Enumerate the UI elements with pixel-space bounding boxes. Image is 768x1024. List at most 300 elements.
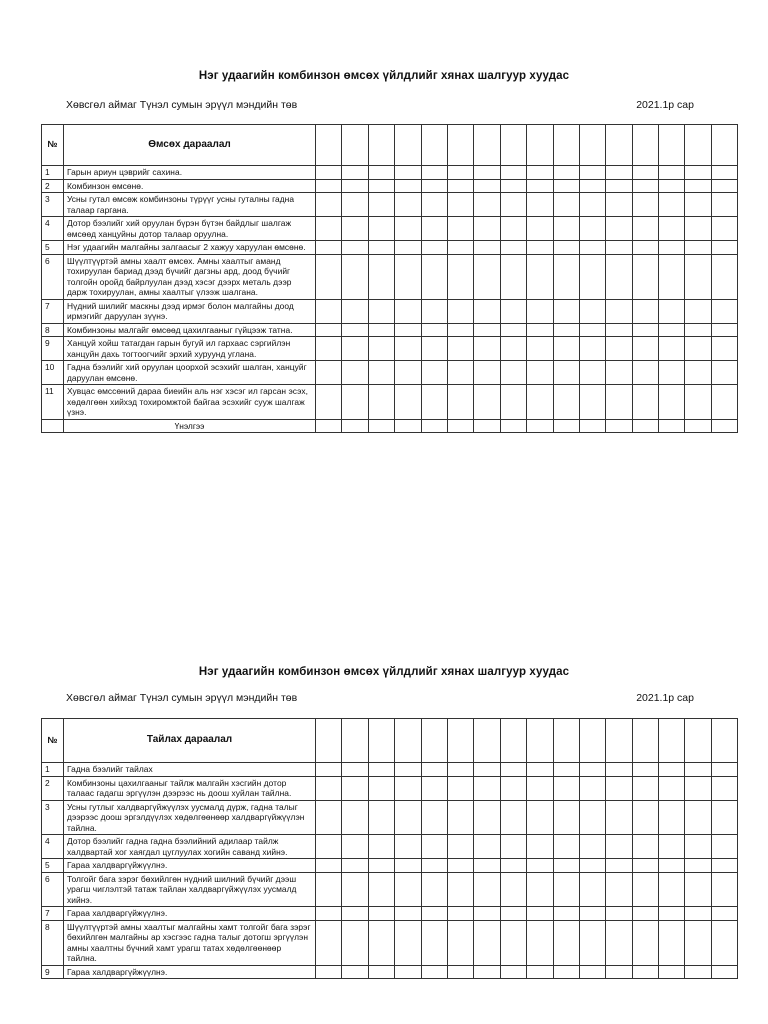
check-cell[interactable]	[316, 166, 342, 180]
check-cell[interactable]	[527, 299, 553, 323]
check-cell[interactable]	[659, 217, 685, 241]
check-cell[interactable]	[447, 965, 473, 979]
check-cell[interactable]	[368, 323, 394, 337]
summary-cell[interactable]	[711, 419, 737, 433]
check-cell[interactable]	[500, 872, 526, 907]
check-cell[interactable]	[553, 361, 579, 385]
check-cell[interactable]	[447, 907, 473, 921]
check-cell[interactable]	[579, 217, 605, 241]
check-cell[interactable]	[447, 166, 473, 180]
check-cell[interactable]	[474, 241, 500, 255]
check-cell[interactable]	[368, 907, 394, 921]
check-cell[interactable]	[474, 835, 500, 859]
check-cell[interactable]	[632, 241, 658, 255]
check-cell[interactable]	[474, 800, 500, 835]
check-cell[interactable]	[395, 385, 421, 420]
check-cell[interactable]	[659, 920, 685, 965]
check-cell[interactable]	[632, 166, 658, 180]
check-cell[interactable]	[447, 299, 473, 323]
check-cell[interactable]	[447, 179, 473, 193]
check-cell[interactable]	[421, 859, 447, 873]
check-cell[interactable]	[421, 800, 447, 835]
check-cell[interactable]	[685, 241, 711, 255]
check-cell[interactable]	[316, 179, 342, 193]
summary-cell[interactable]	[342, 419, 368, 433]
check-cell[interactable]	[342, 323, 368, 337]
check-cell[interactable]	[711, 965, 737, 979]
summary-cell[interactable]	[553, 419, 579, 433]
check-cell[interactable]	[527, 361, 553, 385]
check-cell[interactable]	[606, 361, 632, 385]
check-cell[interactable]	[447, 337, 473, 361]
check-cell[interactable]	[685, 385, 711, 420]
check-cell[interactable]	[711, 361, 737, 385]
check-cell[interactable]	[659, 763, 685, 777]
check-cell[interactable]	[316, 835, 342, 859]
check-cell[interactable]	[421, 179, 447, 193]
check-cell[interactable]	[395, 965, 421, 979]
check-cell[interactable]	[500, 835, 526, 859]
check-cell[interactable]	[316, 323, 342, 337]
check-cell[interactable]	[579, 254, 605, 299]
check-cell[interactable]	[527, 323, 553, 337]
check-cell[interactable]	[316, 965, 342, 979]
check-cell[interactable]	[553, 299, 579, 323]
check-cell[interactable]	[711, 193, 737, 217]
check-cell[interactable]	[368, 776, 394, 800]
check-cell[interactable]	[553, 763, 579, 777]
check-cell[interactable]	[316, 193, 342, 217]
check-cell[interactable]	[527, 776, 553, 800]
check-cell[interactable]	[685, 254, 711, 299]
check-cell[interactable]	[342, 254, 368, 299]
check-cell[interactable]	[553, 872, 579, 907]
check-cell[interactable]	[421, 920, 447, 965]
check-cell[interactable]	[316, 859, 342, 873]
check-cell[interactable]	[368, 800, 394, 835]
check-cell[interactable]	[685, 763, 711, 777]
check-cell[interactable]	[342, 965, 368, 979]
check-cell[interactable]	[368, 835, 394, 859]
check-cell[interactable]	[685, 337, 711, 361]
check-cell[interactable]	[421, 337, 447, 361]
check-cell[interactable]	[342, 763, 368, 777]
check-cell[interactable]	[395, 800, 421, 835]
check-cell[interactable]	[527, 385, 553, 420]
check-cell[interactable]	[500, 763, 526, 777]
check-cell[interactable]	[659, 323, 685, 337]
check-cell[interactable]	[395, 193, 421, 217]
check-cell[interactable]	[474, 337, 500, 361]
summary-cell[interactable]	[685, 419, 711, 433]
check-cell[interactable]	[685, 920, 711, 965]
check-cell[interactable]	[553, 907, 579, 921]
check-cell[interactable]	[632, 920, 658, 965]
check-cell[interactable]	[342, 920, 368, 965]
check-cell[interactable]	[368, 920, 394, 965]
check-cell[interactable]	[579, 920, 605, 965]
check-cell[interactable]	[579, 337, 605, 361]
check-cell[interactable]	[474, 776, 500, 800]
check-cell[interactable]	[606, 179, 632, 193]
check-cell[interactable]	[316, 337, 342, 361]
check-cell[interactable]	[553, 193, 579, 217]
check-cell[interactable]	[579, 299, 605, 323]
check-cell[interactable]	[579, 385, 605, 420]
check-cell[interactable]	[527, 179, 553, 193]
check-cell[interactable]	[500, 800, 526, 835]
check-cell[interactable]	[659, 859, 685, 873]
check-cell[interactable]	[632, 872, 658, 907]
check-cell[interactable]	[447, 217, 473, 241]
check-cell[interactable]	[711, 859, 737, 873]
summary-cell[interactable]	[316, 419, 342, 433]
check-cell[interactable]	[711, 254, 737, 299]
check-cell[interactable]	[606, 763, 632, 777]
check-cell[interactable]	[342, 193, 368, 217]
check-cell[interactable]	[632, 385, 658, 420]
check-cell[interactable]	[447, 872, 473, 907]
check-cell[interactable]	[421, 835, 447, 859]
check-cell[interactable]	[447, 776, 473, 800]
check-cell[interactable]	[632, 337, 658, 361]
check-cell[interactable]	[395, 835, 421, 859]
check-cell[interactable]	[632, 800, 658, 835]
check-cell[interactable]	[606, 907, 632, 921]
check-cell[interactable]	[474, 965, 500, 979]
check-cell[interactable]	[500, 217, 526, 241]
check-cell[interactable]	[421, 907, 447, 921]
check-cell[interactable]	[395, 361, 421, 385]
check-cell[interactable]	[474, 859, 500, 873]
check-cell[interactable]	[395, 254, 421, 299]
check-cell[interactable]	[395, 241, 421, 255]
check-cell[interactable]	[500, 166, 526, 180]
check-cell[interactable]	[474, 254, 500, 299]
check-cell[interactable]	[368, 179, 394, 193]
check-cell[interactable]	[527, 166, 553, 180]
check-cell[interactable]	[500, 299, 526, 323]
summary-cell[interactable]	[527, 419, 553, 433]
check-cell[interactable]	[632, 323, 658, 337]
check-cell[interactable]	[421, 241, 447, 255]
check-cell[interactable]	[659, 241, 685, 255]
check-cell[interactable]	[447, 920, 473, 965]
check-cell[interactable]	[368, 763, 394, 777]
check-cell[interactable]	[474, 763, 500, 777]
check-cell[interactable]	[685, 166, 711, 180]
check-cell[interactable]	[579, 907, 605, 921]
check-cell[interactable]	[553, 859, 579, 873]
check-cell[interactable]	[474, 193, 500, 217]
check-cell[interactable]	[606, 835, 632, 859]
check-cell[interactable]	[659, 179, 685, 193]
check-cell[interactable]	[711, 835, 737, 859]
check-cell[interactable]	[395, 217, 421, 241]
check-cell[interactable]	[395, 337, 421, 361]
check-cell[interactable]	[500, 776, 526, 800]
check-cell[interactable]	[632, 361, 658, 385]
check-cell[interactable]	[500, 907, 526, 921]
check-cell[interactable]	[553, 217, 579, 241]
check-cell[interactable]	[316, 776, 342, 800]
check-cell[interactable]	[368, 299, 394, 323]
check-cell[interactable]	[421, 385, 447, 420]
check-cell[interactable]	[447, 763, 473, 777]
check-cell[interactable]	[553, 337, 579, 361]
check-cell[interactable]	[500, 920, 526, 965]
check-cell[interactable]	[606, 323, 632, 337]
check-cell[interactable]	[474, 166, 500, 180]
check-cell[interactable]	[447, 385, 473, 420]
check-cell[interactable]	[659, 965, 685, 979]
check-cell[interactable]	[368, 859, 394, 873]
check-cell[interactable]	[500, 323, 526, 337]
check-cell[interactable]	[632, 179, 658, 193]
check-cell[interactable]	[711, 323, 737, 337]
check-cell[interactable]	[474, 385, 500, 420]
check-cell[interactable]	[342, 385, 368, 420]
check-cell[interactable]	[395, 859, 421, 873]
check-cell[interactable]	[553, 776, 579, 800]
check-cell[interactable]	[368, 193, 394, 217]
check-cell[interactable]	[421, 872, 447, 907]
check-cell[interactable]	[316, 385, 342, 420]
check-cell[interactable]	[553, 965, 579, 979]
check-cell[interactable]	[606, 217, 632, 241]
check-cell[interactable]	[685, 361, 711, 385]
check-cell[interactable]	[632, 859, 658, 873]
check-cell[interactable]	[579, 800, 605, 835]
check-cell[interactable]	[500, 965, 526, 979]
check-cell[interactable]	[685, 179, 711, 193]
check-cell[interactable]	[685, 859, 711, 873]
check-cell[interactable]	[606, 254, 632, 299]
check-cell[interactable]	[606, 299, 632, 323]
check-cell[interactable]	[632, 193, 658, 217]
check-cell[interactable]	[316, 361, 342, 385]
check-cell[interactable]	[606, 193, 632, 217]
check-cell[interactable]	[368, 385, 394, 420]
check-cell[interactable]	[606, 241, 632, 255]
check-cell[interactable]	[316, 872, 342, 907]
check-cell[interactable]	[342, 337, 368, 361]
check-cell[interactable]	[316, 763, 342, 777]
check-cell[interactable]	[659, 385, 685, 420]
check-cell[interactable]	[632, 907, 658, 921]
check-cell[interactable]	[395, 907, 421, 921]
check-cell[interactable]	[447, 835, 473, 859]
check-cell[interactable]	[632, 835, 658, 859]
check-cell[interactable]	[659, 193, 685, 217]
check-cell[interactable]	[447, 323, 473, 337]
check-cell[interactable]	[500, 385, 526, 420]
check-cell[interactable]	[500, 859, 526, 873]
check-cell[interactable]	[606, 800, 632, 835]
check-cell[interactable]	[342, 361, 368, 385]
check-cell[interactable]	[659, 800, 685, 835]
check-cell[interactable]	[606, 920, 632, 965]
check-cell[interactable]	[342, 299, 368, 323]
check-cell[interactable]	[421, 965, 447, 979]
check-cell[interactable]	[316, 907, 342, 921]
check-cell[interactable]	[579, 179, 605, 193]
summary-cell[interactable]	[579, 419, 605, 433]
check-cell[interactable]	[711, 920, 737, 965]
check-cell[interactable]	[685, 776, 711, 800]
check-cell[interactable]	[685, 835, 711, 859]
check-cell[interactable]	[659, 776, 685, 800]
check-cell[interactable]	[606, 776, 632, 800]
check-cell[interactable]	[474, 299, 500, 323]
check-cell[interactable]	[632, 965, 658, 979]
check-cell[interactable]	[579, 361, 605, 385]
summary-cell[interactable]	[447, 419, 473, 433]
check-cell[interactable]	[553, 241, 579, 255]
check-cell[interactable]	[685, 193, 711, 217]
check-cell[interactable]	[711, 299, 737, 323]
check-cell[interactable]	[685, 872, 711, 907]
summary-cell[interactable]	[659, 419, 685, 433]
check-cell[interactable]	[421, 217, 447, 241]
check-cell[interactable]	[474, 920, 500, 965]
check-cell[interactable]	[711, 385, 737, 420]
check-cell[interactable]	[659, 299, 685, 323]
check-cell[interactable]	[395, 763, 421, 777]
check-cell[interactable]	[342, 166, 368, 180]
check-cell[interactable]	[421, 166, 447, 180]
summary-cell[interactable]	[606, 419, 632, 433]
check-cell[interactable]	[659, 361, 685, 385]
check-cell[interactable]	[447, 254, 473, 299]
summary-cell[interactable]	[632, 419, 658, 433]
check-cell[interactable]	[368, 361, 394, 385]
check-cell[interactable]	[579, 241, 605, 255]
check-cell[interactable]	[685, 299, 711, 323]
check-cell[interactable]	[474, 361, 500, 385]
check-cell[interactable]	[685, 323, 711, 337]
check-cell[interactable]	[421, 254, 447, 299]
check-cell[interactable]	[579, 872, 605, 907]
check-cell[interactable]	[474, 217, 500, 241]
check-cell[interactable]	[659, 337, 685, 361]
check-cell[interactable]	[500, 337, 526, 361]
check-cell[interactable]	[553, 385, 579, 420]
check-cell[interactable]	[685, 217, 711, 241]
check-cell[interactable]	[685, 800, 711, 835]
check-cell[interactable]	[711, 217, 737, 241]
check-cell[interactable]	[316, 241, 342, 255]
check-cell[interactable]	[395, 323, 421, 337]
check-cell[interactable]	[606, 965, 632, 979]
check-cell[interactable]	[500, 254, 526, 299]
check-cell[interactable]	[711, 763, 737, 777]
check-cell[interactable]	[527, 920, 553, 965]
check-cell[interactable]	[395, 920, 421, 965]
check-cell[interactable]	[527, 763, 553, 777]
check-cell[interactable]	[316, 920, 342, 965]
check-cell[interactable]	[527, 254, 553, 299]
check-cell[interactable]	[474, 323, 500, 337]
check-cell[interactable]	[711, 907, 737, 921]
check-cell[interactable]	[579, 763, 605, 777]
check-cell[interactable]	[342, 872, 368, 907]
summary-cell[interactable]	[395, 419, 421, 433]
check-cell[interactable]	[659, 166, 685, 180]
check-cell[interactable]	[342, 835, 368, 859]
check-cell[interactable]	[316, 299, 342, 323]
check-cell[interactable]	[579, 323, 605, 337]
check-cell[interactable]	[711, 800, 737, 835]
check-cell[interactable]	[553, 166, 579, 180]
check-cell[interactable]	[659, 907, 685, 921]
check-cell[interactable]	[368, 166, 394, 180]
check-cell[interactable]	[659, 254, 685, 299]
check-cell[interactable]	[579, 835, 605, 859]
check-cell[interactable]	[316, 254, 342, 299]
check-cell[interactable]	[368, 965, 394, 979]
check-cell[interactable]	[421, 361, 447, 385]
check-cell[interactable]	[447, 800, 473, 835]
check-cell[interactable]	[579, 859, 605, 873]
check-cell[interactable]	[606, 872, 632, 907]
check-cell[interactable]	[368, 254, 394, 299]
check-cell[interactable]	[711, 872, 737, 907]
summary-cell[interactable]	[474, 419, 500, 433]
check-cell[interactable]	[342, 217, 368, 241]
check-cell[interactable]	[500, 361, 526, 385]
check-cell[interactable]	[527, 835, 553, 859]
check-cell[interactable]	[395, 872, 421, 907]
check-cell[interactable]	[342, 179, 368, 193]
check-cell[interactable]	[632, 763, 658, 777]
summary-cell[interactable]	[368, 419, 394, 433]
check-cell[interactable]	[685, 965, 711, 979]
check-cell[interactable]	[395, 776, 421, 800]
check-cell[interactable]	[527, 872, 553, 907]
check-cell[interactable]	[447, 241, 473, 255]
check-cell[interactable]	[395, 166, 421, 180]
check-cell[interactable]	[527, 217, 553, 241]
check-cell[interactable]	[527, 859, 553, 873]
check-cell[interactable]	[368, 872, 394, 907]
check-cell[interactable]	[579, 965, 605, 979]
check-cell[interactable]	[421, 776, 447, 800]
check-cell[interactable]	[632, 776, 658, 800]
check-cell[interactable]	[316, 800, 342, 835]
check-cell[interactable]	[368, 337, 394, 361]
check-cell[interactable]	[606, 166, 632, 180]
check-cell[interactable]	[606, 385, 632, 420]
check-cell[interactable]	[579, 776, 605, 800]
check-cell[interactable]	[659, 835, 685, 859]
check-cell[interactable]	[527, 193, 553, 217]
summary-cell[interactable]	[500, 419, 526, 433]
summary-cell[interactable]	[421, 419, 447, 433]
check-cell[interactable]	[474, 872, 500, 907]
check-cell[interactable]	[447, 361, 473, 385]
check-cell[interactable]	[579, 166, 605, 180]
check-cell[interactable]	[342, 859, 368, 873]
check-cell[interactable]	[711, 166, 737, 180]
check-cell[interactable]	[342, 776, 368, 800]
check-cell[interactable]	[421, 193, 447, 217]
check-cell[interactable]	[659, 872, 685, 907]
check-cell[interactable]	[579, 193, 605, 217]
check-cell[interactable]	[553, 835, 579, 859]
check-cell[interactable]	[553, 254, 579, 299]
check-cell[interactable]	[606, 337, 632, 361]
